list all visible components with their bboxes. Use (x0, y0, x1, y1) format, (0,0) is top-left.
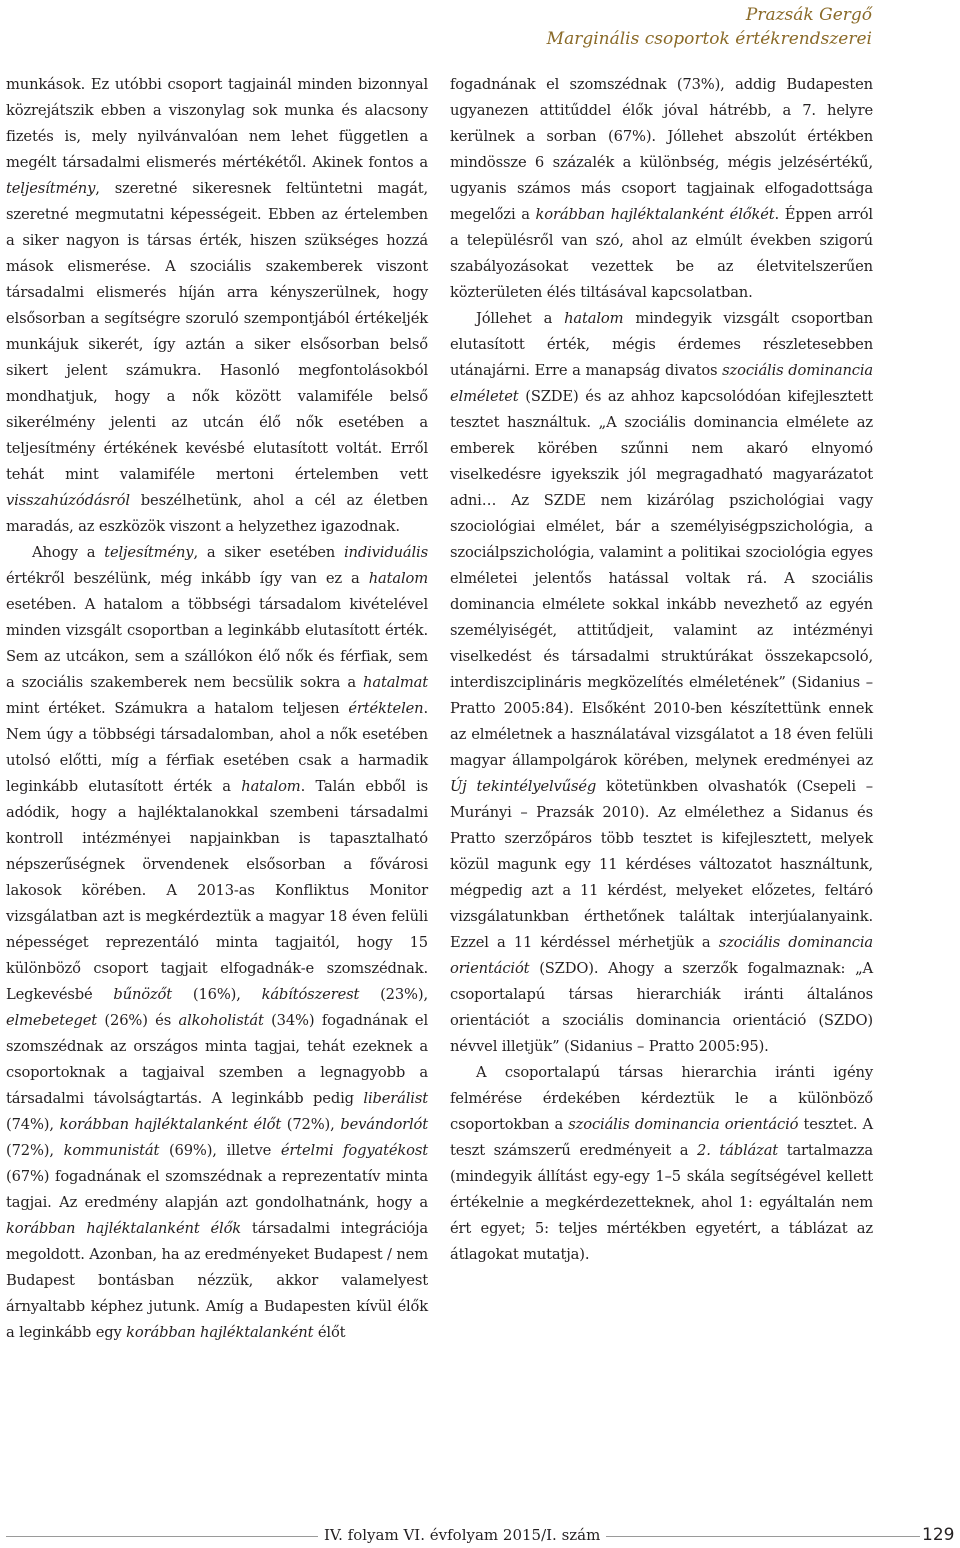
running-head (547, 3, 872, 51)
italic-term: Új tekintélyelvűség (450, 778, 597, 795)
text-run: . Éppen arról a településről van szó, ahol az elmúlt években szigorú szabályozásokat vezettek be az életvitelszerűen közterületen élés tiltásával kapcsolatban. (450, 206, 873, 301)
text-run: tesztet. A teszt számszerű eredményeit a (450, 1116, 873, 1159)
italic-term: szociális dominancia orientációt (450, 934, 874, 977)
text-run: Ahogy a (32, 544, 105, 561)
italic-term: teljesítmény (104, 544, 194, 561)
text-run: . Nem úgy a többségi társadalomban, ahol a nők esetében utolsó előtti, míg a férfiak esetében csak a harmadik leginkább elutasított érték a (6, 700, 428, 795)
right-text-column (450, 72, 873, 1268)
text-run: (34%) fogadnának el szomszédnak az országos minta tagjai, tehát ezeknek a csoportoknak a tagjaival szemben a legnagyobb a társadalmi távolságtartás. A leginkább pedig (6, 1012, 428, 1107)
text-run: (72%), (281, 1116, 341, 1133)
text-run: (26%) és (97, 1012, 179, 1029)
italic-term: szociális dominancia orientáció (568, 1116, 799, 1133)
italic-term: individuális (343, 544, 428, 561)
italic-term: visszahúzódásról (6, 492, 130, 509)
text-run: , a siker esetében (193, 544, 344, 561)
text-run: (72%), (6, 1142, 64, 1159)
text-run: fogadnának el szomszédnak (73%), addig Budapesten ugyanezen attitűddel élők jóval hátrébb, a 7. helyre kerülnek a sorban (67%). Jóllehet abszolút értékben mindössze 6 százalék a különbség, mégis jelzésértékű, ugyanis számos más csoport tagjainak elfogadottsága megelőzi a (450, 76, 873, 223)
italic-term: hatalom (241, 778, 301, 795)
italic-term: hatalom (564, 310, 624, 327)
italic-term: kábítószerest (261, 986, 360, 1003)
paragraph (450, 306, 873, 1060)
text-run: (23%), (359, 986, 428, 1003)
text-run: értékről beszélünk, még inkább így van ez a (6, 570, 369, 587)
paragraph (450, 72, 873, 306)
italic-term: értelmi fogyatékost (280, 1142, 428, 1159)
italic-term: korábban hajléktalanként (126, 1324, 314, 1341)
italic-term: teljesítmény (6, 180, 96, 197)
running-head-title: Marginális csoportok értékrendszerei (546, 29, 872, 49)
text-run: (69%), illetve (159, 1142, 281, 1159)
italic-term: értéktelen (348, 700, 424, 717)
italic-term: bevándorlót (340, 1116, 428, 1133)
italic-term: korábban hajléktalanként élőkét (535, 206, 775, 223)
text-run: , szeretné sikeresnek feltüntetni magát, szeretné megmutatni képességeit. Ebben az értelemben a siker nagyon is társas érték, hiszen szükséges hozzá mások elismerése. A szociális szakemberek viszont társadalmi elismerés híján arra kényszerülnek, hogy elsősorban a segítségre szoruló szempontjából értékeljék munkájuk sikerét, így aztán a siker elsősorban belső sikert jelent számukra. Hasonló megfontolásokból mondhatjuk, hogy a nők között valamiféle belső sikerélmény jelenti az utcán élő nők esetében a teljesítmény értékének kevésbé elutasított voltát. Erről tehát mint valamiféle mertoni értelemben vett (6, 180, 428, 483)
italic-term: kommunistát (63, 1142, 160, 1159)
italic-term: liberálist (363, 1090, 428, 1107)
paragraph (6, 540, 428, 1346)
italic-term: 2. táblázat (697, 1142, 779, 1159)
page-number: 129 (922, 1525, 955, 1545)
italic-term: alkoholistát (178, 1012, 264, 1029)
running-head-author: Prazsák Gergő (745, 5, 872, 25)
text-run: munkások. Ez utóbbi csoport tagjainál minden bizonnyal közrejátszik ebben a viszonylag sok munka és alacsony fizetés is, mely nyilvánvalóan nem lehet független a megélt társadalmi elismerés mértékétől. Akinek fontos a (6, 76, 428, 171)
left-text-column (6, 72, 428, 1346)
text-run: . Talán ebből is adódik, hogy a hajléktalanokkal szembeni társadalmi kontroll intézményei napjainkban is tapasztalható népszerűségnek örvendenek elsősorban a fővárosi lakosok körében. A 2013-as Konfliktus Monitor vizsgálatban azt is megkérdeztük a magyar 18 éven felüli népességet reprezentáló minta tagjaitól, hogy 15 különböző csoport tagjait elfogadnák-e szomszédnak. Legkevésbé (6, 778, 428, 1003)
text-run: mindegyik vizsgált csoportban elutasított érték, mégis érdemes részletesebben utánajárni. Erre a manapság divatos (450, 310, 873, 379)
page-footer (0, 1524, 960, 1548)
text-run: élőt (313, 1324, 346, 1341)
text-run: A csoportalapú társas hierarchia iránti igény felmérése érdekében kérdeztük le a különböző csoportokban a (450, 1064, 873, 1133)
italic-term: szociális dominancia elméletet (450, 362, 873, 405)
text-run: (67%) fogadnának el szomszédnak a reprezentatív minta tagjai. Az eredmény alapján azt gondolhatnánk, hogy a (6, 1168, 428, 1211)
italic-term: elmebeteget (6, 1012, 98, 1029)
journal-issue: IV. folyam VI. évfolyam 2015/I. szám (318, 1524, 606, 1546)
italic-term: hatalmat (363, 674, 428, 691)
text-run: társadalmi integrációja megoldott. Azonban, ha az eredményeket Budapest / nem Budapest bontásban nézzük, akkor valamelyest árnyaltabb képhez jutunk. Amíg a Budapesten kívül élők a leginkább egy (6, 1220, 429, 1341)
italic-term: korábban hajléktalanként élők (6, 1220, 242, 1237)
text-run: beszélhetünk, ahol a cél az életben maradás, az eszközök viszont a helyzethez igazodnak. (6, 492, 428, 535)
text-run: (SZDE) és az ahhoz kapcsolódóan kifejlesztett tesztet használtuk. „A szociális dominancia elmélete az emberek körében szűnni nem akaró elnyomó viselkedésre igyekszik jól megragadható magyarázatot adni… Az SZDE nem kizárólag pszichológiai vagy szociológiai elmélet, bár a személyiségpszichológia, a szociálpszichológia, valamint a politikai szociológia egyes elméletei jelentős hatással voltak rá. A szociális dominancia elmélete sokkal inkább nevezhető az egyén személyiségét, attitűdjeit, valamint az intézményi viselkedést és társadalmi struktúrákat összekapcsoló, interdiszciplináris megközelítés elméletének” (Sidanius – Pratto 2005:84). Elsőként 2010-ben készítettünk ennek az elméletnek a használatával vizsgálatot a 18 éven felüli magyar állampolgárok körében, melynek eredményei az (450, 388, 873, 769)
text-run: (SZDO). Ahogy a szerzők fogalmaznak: „A csoportalapú társas hierarchiák iránti általános orientációt a szociális dominancia orientáció (SZDO) névvel illetjük” (Sidanius – Pratto 2005:95). (450, 960, 873, 1055)
text-run: tartalmazza (mindegyik állítást egy-egy 1–5 skála segítségével kellett értékelnie a megkérdezetteknek, ahol 1: egyáltalán nem ért egyet; 5: teljes mértékben egyetért, a táblázat az átlagokat mutatja). (450, 1142, 874, 1263)
text-run: (16%), (172, 986, 262, 1003)
italic-term: bűnözőt (113, 986, 173, 1003)
paragraph (6, 72, 428, 540)
paragraph (450, 1060, 873, 1268)
italic-term: hatalom (368, 570, 428, 587)
text-run: esetében. A hatalom a többségi társadalom kivételével minden vizsgált csoportban a leginkább elutasított érték. Sem az utcákon, sem a szállókon élő nők és férfiak, sem a szociális szakemberek nem becsülik sokra a (6, 596, 428, 691)
text-run: kötetünkben olvashatók (Csepeli – Murányi – Prazsák 2010). Az elmélethez a Sidanus és Pratto szerzőpáros több tesztet is kifejlesztett, melyek közül magunk egy 11 kérdéses változatot használtunk, mégpedig azt a 11 kérdést, melyeket előzetes, feltáró vizsgálatunkban érthetőnek találtak interjúalanyaink. Ezzel a 11 kérdéssel mérhetjük a (450, 778, 873, 951)
text-run: mint értéket. Számukra a hatalom teljesen (6, 700, 349, 717)
italic-term: korábban hajléktalanként élőt (59, 1116, 282, 1133)
text-run: Jóllehet a (476, 310, 565, 327)
text-run: (74%), (6, 1116, 60, 1133)
